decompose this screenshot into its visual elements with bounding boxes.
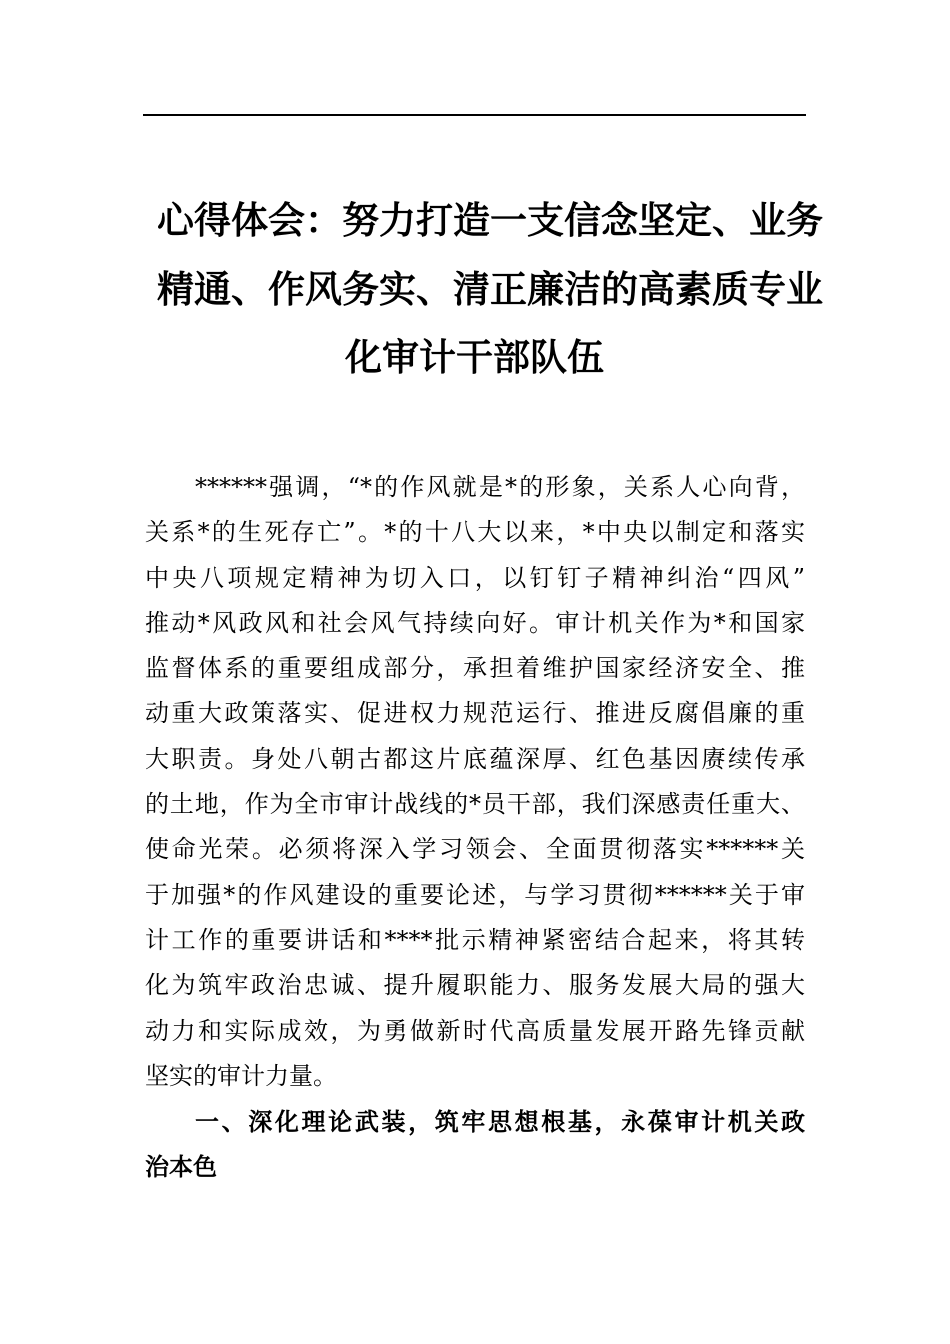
title-line: 化审计干部队伍	[345, 335, 604, 379]
paragraph-line: 的土地，作为全市审计战线的*员干部，我们深感责任重大、	[145, 790, 805, 819]
paragraph-line: 推动*风政风和社会风气持续向好。审计机关作为*和国家	[145, 608, 805, 637]
paragraph-line: 动力和实际成效，为勇做新时代高质量发展开路先锋贡献	[145, 1016, 805, 1045]
paragraph-line: 于加强*的作风建设的重要论述，与学习贯彻******关于审	[145, 880, 805, 909]
paragraph-line: 关系*的生死存亡”。*的十八大以来，*中央以制定和落实	[145, 518, 805, 547]
paragraph-line: 动重大政策落实、促进权力规范运行、推进反腐倡廉的重	[145, 699, 805, 728]
intro-paragraph	[145, 465, 805, 1099]
paragraph-line: 中央八项规定精神为切入口，以钉钉子精神纠治“四风”	[145, 563, 805, 592]
paragraph-line: ******强调，“*的作风就是*的形象，关系人心向背，	[195, 473, 805, 501]
paragraph-line: 坚实的审计力量。	[145, 1061, 337, 1090]
header-rule	[143, 114, 806, 116]
paragraph-line: 监督体系的重要组成部分，承担着维护国家经济安全、推	[145, 654, 805, 683]
document-body	[145, 465, 805, 1190]
heading-line: 一、深化理论武装，筑牢思想根基，永葆审计机关政	[195, 1107, 805, 1137]
heading-line: 治本色	[145, 1152, 217, 1182]
paragraph-line: 计工作的重要讲话和****批示精神紧密结合起来，将其转	[145, 925, 805, 954]
title-line: 心得体会：努力打造一支信念坚定、业务	[157, 198, 823, 242]
section-heading	[145, 1099, 805, 1190]
paragraph-line: 大职责。身处八朝古都这片底蕴深厚、红色基因赓续传承	[145, 744, 805, 773]
paragraph-line: 使命光荣。必须将深入学习领会、全面贯彻落实******关	[145, 835, 805, 864]
paragraph-line: 化为筑牢政治忠诚、提升履职能力、服务发展大局的强大	[145, 971, 805, 1000]
title-line: 精通、作风务实、清正廉洁的高素质专业	[157, 267, 823, 311]
